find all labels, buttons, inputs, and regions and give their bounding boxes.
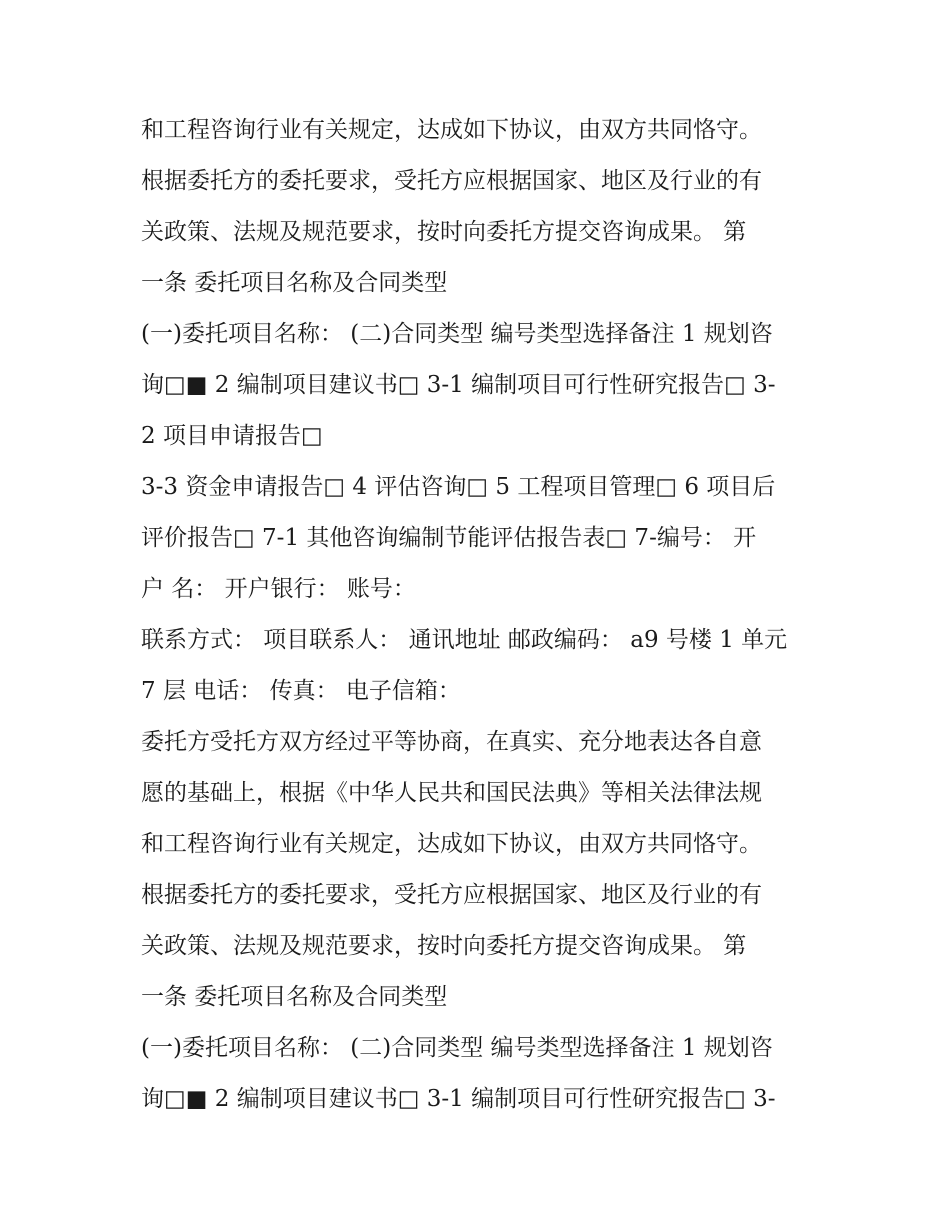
text-line: 关政策、法规及规范要求，按时向委托方提交咨询成果。 第 — [141, 219, 747, 245]
text-line: 根据委托方的委托要求，受托方应根据国家、地区及行业的有 — [141, 168, 762, 194]
text-line: 一条 委托项目名称及合同类型 — [141, 270, 448, 296]
text-line: 一条 委托项目名称及合同类型 — [141, 984, 448, 1010]
text-line: 询□■ 2 编制项目建议书□ 3-1 编制项目可行性研究报告□ 3- — [141, 372, 776, 398]
text-line: 询□■ 2 编制项目建议书□ 3-1 编制项目可行性研究报告□ 3- — [141, 1086, 776, 1112]
text-line: 3-3 资金申请报告□ 4 评估咨询□ 5 工程项目管理□ 6 项目后 — [141, 474, 776, 500]
document-body — [141, 105, 821, 1125]
text-line: 户 名： 开户银行： 账号： — [141, 576, 416, 602]
text-line: (一)委托项目名称： (二)合同类型 编号类型选择备注 1 规划咨 — [141, 321, 773, 347]
text-line: 愿的基础上，根据《中华人民共和国民法典》等相关法律法规 — [141, 780, 762, 806]
text-line: 委托方受托方双方经过平等协商，在真实、充分地表达各自意 — [141, 729, 762, 755]
text-line: 关政策、法规及规范要求，按时向委托方提交咨询成果。 第 — [141, 933, 747, 959]
text-line: 7 层 电话： 传真： 电子信箱： — [141, 678, 461, 704]
text-line: 2 项目申请报告□ — [141, 423, 323, 449]
text-line: 根据委托方的委托要求，受托方应根据国家、地区及行业的有 — [141, 882, 762, 908]
text-line: 联系方式： 项目联系人： 通讯地址 邮政编码： a9 号楼 1 单元 — [141, 627, 788, 653]
text-line: 和工程咨询行业有关规定，达成如下协议，由双方共同恪守。 — [141, 117, 762, 143]
text-line: (一)委托项目名称： (二)合同类型 编号类型选择备注 1 规划咨 — [141, 1035, 773, 1061]
text-line: 评价报告□ 7-1 其他咨询编制节能评估报告表□ 7-编号： 开 — [141, 525, 757, 551]
text-line: 和工程咨询行业有关规定，达成如下协议，由双方共同恪守。 — [141, 831, 762, 857]
